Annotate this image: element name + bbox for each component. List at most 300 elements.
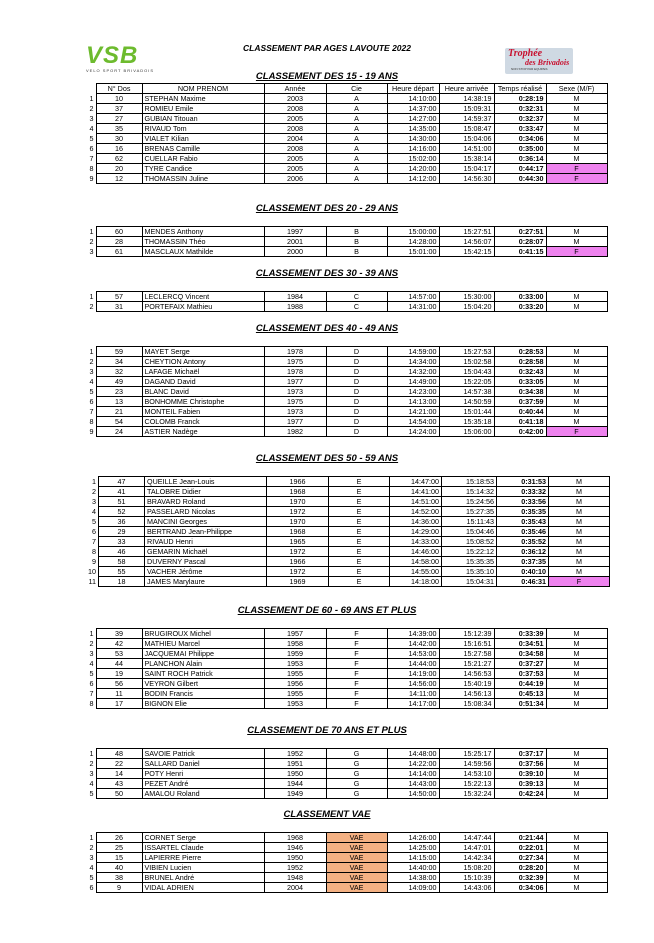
- results-table: [86, 291, 608, 312]
- year-cell: 1984: [264, 292, 326, 302]
- rank-cell: 6: [92, 527, 96, 536]
- sex-cell: M: [546, 377, 607, 387]
- finish-cell: 15:27:51: [439, 227, 494, 237]
- time-cell: 0:33:56: [497, 497, 549, 507]
- table-row: [86, 114, 607, 124]
- name-cell: ISSARTEL Claude: [142, 843, 264, 853]
- table-row: [86, 347, 607, 357]
- year-cell: 1972: [267, 547, 329, 557]
- results-table: [86, 476, 610, 587]
- start-cell: 14:33:00: [390, 537, 442, 547]
- sex-cell: M: [549, 527, 610, 537]
- sex-cell: M: [546, 114, 607, 124]
- sex-cell: M: [546, 749, 607, 759]
- cat-cell: A: [326, 94, 387, 104]
- finish-cell: 15:32:24: [439, 789, 494, 799]
- time-cell: 0:28:53: [494, 347, 546, 357]
- table-row: [86, 863, 607, 873]
- sex-cell: M: [546, 397, 607, 407]
- rank-cell: 1: [89, 629, 94, 638]
- name-cell: SALLARD Daniel: [142, 759, 264, 769]
- rank-cell: 5: [89, 789, 94, 798]
- rank-cell: 8: [89, 417, 94, 426]
- cat-cell: F: [326, 629, 387, 639]
- sex-cell: M: [546, 144, 607, 154]
- year-cell: 1952: [264, 749, 326, 759]
- bib-cell: 46: [99, 547, 145, 557]
- year-cell: 1956: [264, 679, 326, 689]
- year-cell: 2006: [264, 174, 326, 184]
- finish-cell: 15:24:56: [442, 497, 497, 507]
- bib-cell: 36: [99, 517, 145, 527]
- year-cell: 1950: [264, 769, 326, 779]
- finish-cell: 15:04:20: [439, 302, 494, 312]
- finish-cell: 15:04:43: [439, 367, 494, 377]
- name-cell: BRENAS Camille: [142, 144, 264, 154]
- name-cell: BODIN Francis: [142, 689, 264, 699]
- sex-cell: M: [546, 769, 607, 779]
- name-cell: BRAVARD Roland: [145, 497, 267, 507]
- rank-cell: 2: [92, 487, 96, 496]
- cat-cell: E: [329, 477, 390, 487]
- start-cell: 14:47:00: [390, 477, 442, 487]
- time-cell: 0:40:10: [497, 567, 549, 577]
- finish-cell: 15:21:27: [439, 659, 494, 669]
- time-cell: 0:33:39: [494, 629, 546, 639]
- table-row: [86, 94, 607, 104]
- finish-cell: 15:04:46: [442, 527, 497, 537]
- name-cell: PLANCHON Alain: [142, 659, 264, 669]
- cat-cell: D: [326, 347, 387, 357]
- finish-cell: 15:22:05: [439, 377, 494, 387]
- finish-cell: 15:22:12: [442, 547, 497, 557]
- rank-cell: 1: [89, 94, 94, 103]
- rank-cell: 6: [89, 144, 94, 153]
- name-cell: BERTRAND Jean-Philippe: [145, 527, 267, 537]
- cat-cell: F: [326, 689, 387, 699]
- name-cell: SAINT ROCH Patrick: [142, 669, 264, 679]
- cat-cell: A: [326, 164, 387, 174]
- cat-cell: E: [329, 527, 390, 537]
- time-cell: 0:35:43: [497, 517, 549, 527]
- name-cell: BRUNEL André: [142, 873, 264, 883]
- bib-cell: 29: [99, 527, 145, 537]
- bib-cell: 61: [96, 247, 142, 257]
- sex-cell: M: [546, 853, 607, 863]
- table-row: [86, 517, 610, 527]
- sex-cell: M: [546, 104, 607, 114]
- rank-cell: 4: [89, 377, 94, 386]
- finish-cell: 14:38:19: [439, 94, 494, 104]
- bib-cell: 10: [96, 94, 142, 104]
- year-cell: 1948: [264, 873, 326, 883]
- rank-cell: 6: [89, 883, 94, 892]
- name-cell: STEPHAN Maxime: [142, 94, 264, 104]
- finish-cell: 15:38:14: [439, 154, 494, 164]
- finish-cell: 15:10:39: [439, 873, 494, 883]
- results-table: [86, 628, 608, 709]
- cat-cell: E: [329, 517, 390, 527]
- finish-cell: 14:47:01: [439, 843, 494, 853]
- start-cell: 14:52:00: [390, 507, 442, 517]
- finish-cell: 15:22:13: [439, 779, 494, 789]
- cat-cell: F: [326, 679, 387, 689]
- year-cell: 1965: [267, 537, 329, 547]
- start-cell: 14:32:00: [387, 367, 439, 377]
- year-cell: 1957: [264, 629, 326, 639]
- year-cell: 1944: [264, 779, 326, 789]
- sex-cell: F: [546, 174, 607, 184]
- bib-cell: 53: [96, 649, 142, 659]
- start-cell: 14:17:00: [387, 699, 439, 709]
- trophee-logo-line1: Trophée: [508, 48, 543, 59]
- time-cell: 0:32:43: [494, 367, 546, 377]
- table-row: [86, 407, 607, 417]
- rank-cell: 7: [89, 407, 94, 416]
- finish-cell: 15:27:53: [439, 347, 494, 357]
- year-cell: 2008: [264, 104, 326, 114]
- start-cell: 14:41:00: [390, 487, 442, 497]
- name-cell: PASSELARD Nicolas: [145, 507, 267, 517]
- bib-cell: 54: [96, 417, 142, 427]
- time-cell: 0:39:10: [494, 769, 546, 779]
- cat-cell: E: [329, 557, 390, 567]
- name-cell: MENDES Anthony: [142, 227, 264, 237]
- cat-cell: E: [329, 497, 390, 507]
- name-cell: QUEILLE Jean-Louis: [145, 477, 267, 487]
- name-cell: SAVOIE Patrick: [142, 749, 264, 759]
- start-cell: 14:56:00: [387, 679, 439, 689]
- time-cell: 0:51:34: [494, 699, 546, 709]
- year-cell: 1997: [264, 227, 326, 237]
- table-row: [86, 387, 607, 397]
- section-title: CLASSEMENT VAE: [283, 809, 371, 820]
- name-cell: VACHER Jérôme: [145, 567, 267, 577]
- year-cell: 1970: [267, 517, 329, 527]
- cat-cell: E: [329, 547, 390, 557]
- bib-cell: 55: [99, 567, 145, 577]
- results-table: [86, 346, 608, 437]
- time-cell: 0:33:20: [494, 302, 546, 312]
- column-header: NOM PRENOM: [142, 84, 264, 94]
- start-cell: 14:21:00: [387, 407, 439, 417]
- table-row: [86, 417, 607, 427]
- table-row: [86, 669, 607, 679]
- cat-cell: E: [329, 537, 390, 547]
- name-cell: THOMASSIN Théo: [142, 237, 264, 247]
- bib-cell: 19: [96, 669, 142, 679]
- sex-cell: M: [546, 387, 607, 397]
- time-cell: 0:32:31: [494, 104, 546, 114]
- time-cell: 0:32:37: [494, 114, 546, 124]
- sex-cell: M: [546, 154, 607, 164]
- table-row: [86, 557, 610, 567]
- table-row: [86, 547, 610, 557]
- rank-cell: 10: [88, 567, 96, 576]
- rank-cell: 3: [89, 853, 94, 862]
- results-table: [86, 83, 608, 184]
- finish-cell: 15:04:17: [439, 164, 494, 174]
- rank-cell: 9: [89, 174, 94, 183]
- start-cell: 14:57:00: [387, 292, 439, 302]
- year-cell: 1973: [264, 387, 326, 397]
- rank-cell: 6: [89, 397, 94, 406]
- start-cell: 14:46:00: [390, 547, 442, 557]
- bib-cell: 48: [96, 749, 142, 759]
- rank-cell: 8: [89, 699, 94, 708]
- cat-cell: D: [326, 377, 387, 387]
- bib-cell: 57: [96, 292, 142, 302]
- finish-cell: 15:11:43: [442, 517, 497, 527]
- bib-cell: 47: [99, 477, 145, 487]
- table-row: [86, 769, 607, 779]
- cat-cell: G: [326, 789, 387, 799]
- bib-cell: 38: [96, 873, 142, 883]
- table-row: [86, 649, 607, 659]
- cat-cell: A: [326, 144, 387, 154]
- year-cell: 1982: [264, 427, 326, 437]
- cat-cell: D: [326, 357, 387, 367]
- column-header: Heure arrivée: [439, 84, 494, 94]
- start-cell: 14:51:00: [390, 497, 442, 507]
- cat-cell: VAE: [326, 833, 387, 843]
- name-cell: BLANC David: [142, 387, 264, 397]
- sex-cell: M: [549, 517, 610, 527]
- cat-cell: G: [326, 779, 387, 789]
- table-row: [86, 477, 610, 487]
- time-cell: 0:35:35: [497, 507, 549, 517]
- year-cell: 1978: [264, 367, 326, 377]
- finish-cell: 15:06:00: [439, 427, 494, 437]
- year-cell: 1955: [264, 689, 326, 699]
- cat-cell: C: [326, 302, 387, 312]
- table-row: [86, 487, 610, 497]
- finish-cell: 14:50:59: [439, 397, 494, 407]
- table-row: [86, 397, 607, 407]
- time-cell: 0:36:12: [497, 547, 549, 557]
- rank-cell: 7: [89, 689, 94, 698]
- cat-cell: VAE: [326, 863, 387, 873]
- finish-cell: 15:02:58: [439, 357, 494, 367]
- time-cell: 0:41:15: [494, 247, 546, 257]
- start-cell: 14:29:00: [390, 527, 442, 537]
- name-cell: LAFAGE Michaël: [142, 367, 264, 377]
- rank-cell: 3: [89, 769, 94, 778]
- bib-cell: 26: [96, 833, 142, 843]
- year-cell: 2008: [264, 144, 326, 154]
- sex-cell: M: [546, 237, 607, 247]
- table-row: [86, 689, 607, 699]
- rank-cell: 4: [89, 863, 94, 872]
- finish-cell: 14:56:13: [439, 689, 494, 699]
- year-cell: 2004: [264, 883, 326, 893]
- time-cell: 0:28:07: [494, 237, 546, 247]
- start-cell: 14:36:00: [390, 517, 442, 527]
- table-row: [86, 843, 607, 853]
- bib-cell: 25: [96, 843, 142, 853]
- table-row: [86, 357, 607, 367]
- start-cell: 14:30:00: [387, 134, 439, 144]
- table-row: [86, 124, 607, 134]
- rank-cell: 5: [89, 387, 94, 396]
- start-cell: 14:13:00: [387, 397, 439, 407]
- sex-cell: M: [546, 833, 607, 843]
- table-row: [86, 507, 610, 517]
- bib-cell: 27: [96, 114, 142, 124]
- rank-cell: 1: [92, 477, 96, 486]
- sex-cell: M: [549, 497, 610, 507]
- bib-cell: 62: [96, 154, 142, 164]
- start-cell: 14:11:00: [387, 689, 439, 699]
- rank-cell: 9: [92, 557, 96, 566]
- time-cell: 0:32:39: [494, 873, 546, 883]
- sex-cell: M: [546, 689, 607, 699]
- time-cell: 0:36:14: [494, 154, 546, 164]
- name-cell: COLOMB Franck: [142, 417, 264, 427]
- start-cell: 14:27:00: [387, 114, 439, 124]
- year-cell: 1968: [267, 487, 329, 497]
- rank-cell: 2: [89, 843, 94, 852]
- name-cell: PEZET André: [142, 779, 264, 789]
- rank-cell: 1: [89, 833, 94, 842]
- bib-cell: 51: [99, 497, 145, 507]
- cat-cell: F: [326, 649, 387, 659]
- year-cell: 1966: [267, 557, 329, 567]
- rank-cell: 3: [89, 114, 94, 123]
- rank-cell: 9: [89, 427, 94, 436]
- start-cell: 14:39:00: [387, 629, 439, 639]
- sex-cell: M: [546, 407, 607, 417]
- name-cell: GEMARIN Michaël: [145, 547, 267, 557]
- bib-cell: 44: [96, 659, 142, 669]
- bib-cell: 32: [96, 367, 142, 377]
- sex-cell: M: [546, 789, 607, 799]
- table-row: [86, 144, 607, 154]
- finish-cell: 15:08:47: [439, 124, 494, 134]
- table-row: [86, 134, 607, 144]
- bib-cell: 49: [96, 377, 142, 387]
- sex-cell: M: [546, 873, 607, 883]
- time-cell: 0:22:01: [494, 843, 546, 853]
- time-cell: 0:45:13: [494, 689, 546, 699]
- finish-cell: 15:18:53: [442, 477, 497, 487]
- rank-cell: 1: [89, 292, 94, 301]
- year-cell: 1978: [264, 347, 326, 357]
- column-header: Sexe (M/F): [546, 84, 607, 94]
- sex-cell: M: [549, 537, 610, 547]
- bib-cell: 40: [96, 863, 142, 873]
- finish-cell: 15:40:19: [439, 679, 494, 689]
- rank-cell: 4: [92, 507, 96, 516]
- section-title: CLASSEMENT DE 60 - 69 ANS ET PLUS: [237, 605, 417, 616]
- year-cell: 1969: [267, 577, 329, 587]
- name-cell: MATHIEU Marcel: [142, 639, 264, 649]
- name-cell: VIBIEN Lucien: [142, 863, 264, 873]
- table-row: [86, 174, 607, 184]
- rank-cell: 7: [92, 537, 96, 546]
- section-title: CLASSEMENT DES 40 - 49 ANS: [255, 323, 399, 334]
- sex-cell: M: [546, 357, 607, 367]
- name-cell: MONTEIL Fabien: [142, 407, 264, 417]
- finish-cell: 15:12:39: [439, 629, 494, 639]
- table-row: [86, 367, 607, 377]
- rank-cell: 5: [89, 134, 94, 143]
- sex-cell: M: [546, 759, 607, 769]
- rank-cell: 4: [89, 124, 94, 133]
- table-row: [86, 639, 607, 649]
- column-header: Année: [264, 84, 326, 94]
- start-cell: 15:00:00: [387, 227, 439, 237]
- start-cell: 14:43:00: [387, 779, 439, 789]
- time-cell: 0:35:52: [497, 537, 549, 547]
- cat-cell: E: [329, 567, 390, 577]
- table-row: [86, 883, 607, 893]
- cat-cell: D: [326, 407, 387, 417]
- table-row: [86, 749, 607, 759]
- cat-cell: C: [326, 292, 387, 302]
- start-cell: 14:53:00: [387, 649, 439, 659]
- sex-cell: F: [546, 247, 607, 257]
- bib-cell: 31: [96, 302, 142, 312]
- start-cell: 14:42:00: [387, 639, 439, 649]
- cat-cell: E: [329, 507, 390, 517]
- rank-cell: 3: [89, 247, 94, 256]
- start-cell: 14:49:00: [387, 377, 439, 387]
- bib-cell: 11: [96, 689, 142, 699]
- finish-cell: 14:53:10: [439, 769, 494, 779]
- sex-cell: M: [549, 507, 610, 517]
- name-cell: BIGNON Elie: [142, 699, 264, 709]
- bib-cell: 23: [96, 387, 142, 397]
- name-cell: RIVAUD Henri: [145, 537, 267, 547]
- bib-cell: 22: [96, 759, 142, 769]
- bib-cell: 43: [96, 779, 142, 789]
- section-title: CLASSEMENT DES 15 - 19 ANS: [255, 71, 399, 82]
- year-cell: 1968: [264, 833, 326, 843]
- year-cell: 1950: [264, 853, 326, 863]
- table-row: [86, 377, 607, 387]
- name-cell: ASTIER Nadège: [142, 427, 264, 437]
- year-cell: 2005: [264, 114, 326, 124]
- table-row: [86, 292, 607, 302]
- rank-cell: 3: [89, 649, 94, 658]
- name-cell: RIVAUD Tom: [142, 124, 264, 134]
- name-cell: JAMES Marylaure: [145, 577, 267, 587]
- year-cell: 1955: [264, 669, 326, 679]
- rank-cell: 1: [89, 347, 94, 356]
- bib-cell: 33: [99, 537, 145, 547]
- finish-cell: 15:04:31: [442, 577, 497, 587]
- bib-cell: 39: [96, 629, 142, 639]
- finish-cell: 14:51:00: [439, 144, 494, 154]
- year-cell: 1977: [264, 417, 326, 427]
- time-cell: 0:35:00: [494, 144, 546, 154]
- start-cell: 14:50:00: [387, 789, 439, 799]
- time-cell: 0:34:38: [494, 387, 546, 397]
- start-cell: 14:38:00: [387, 873, 439, 883]
- finish-cell: 14:59:56: [439, 759, 494, 769]
- finish-cell: 15:14:32: [442, 487, 497, 497]
- bib-cell: 16: [96, 144, 142, 154]
- rank-cell: 5: [89, 873, 94, 882]
- name-cell: CUELLAR Fabio: [142, 154, 264, 164]
- start-cell: 14:54:00: [387, 417, 439, 427]
- cat-cell: B: [326, 237, 387, 247]
- start-cell: 14:25:00: [387, 843, 439, 853]
- table-row: [86, 659, 607, 669]
- year-cell: 1953: [264, 659, 326, 669]
- time-cell: 0:33:32: [497, 487, 549, 497]
